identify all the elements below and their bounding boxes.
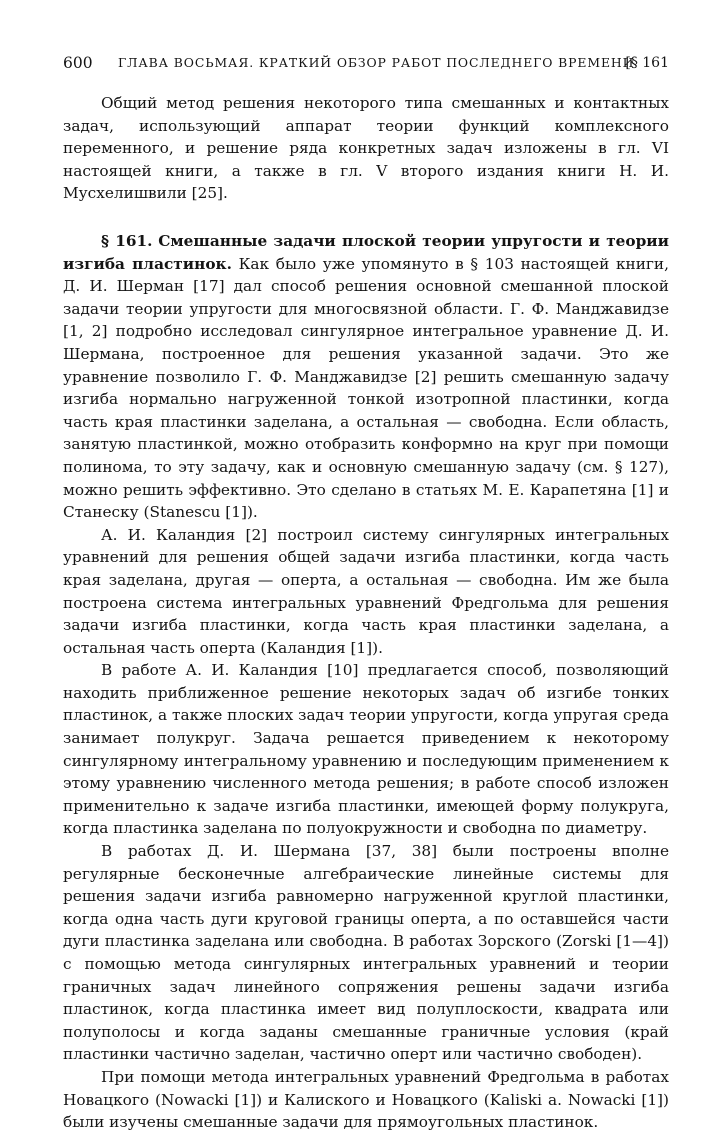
section-heading: Смешанные задачи плоской теории упругости и теории изгиба пластинок. [63,232,669,273]
section-number: § 161. [101,232,153,250]
section-161 [63,230,669,1134]
chapter-title: ГЛАВА ВОСЬМАЯ. КРАТКИЙ ОБЗОР РАБОТ ПОСЛЕДНЕГО ВРЕМЕНИ [118,55,635,70]
section-lead-text: Как было уже упомянуто в § 103 настоящей книги, Д. И. Шерман [17] дал способ решения основной смешанной плоской задачи теории упругости для многосвязной области. Г. Ф. Манджавидзе [1, 2] подробно исследовал сингулярное интегральное уравнение Д. И. Шермана, построенное для решения указанной задачи. Это же уравнение позволило Г. Ф. Манджавидзе [2] решить смешанную задачу изгиба нормально нагруженной тонкой изотропной пластинки, когда часть края пластинки заделана, а остальная — свободна. Если область, занятую пластинкой, можно отобразить конформно на круг при помощи полинома, то эту задачу, как и основную смешанную задачу (см. § 127), можно решить эффективно. Это сделано в статьях М. Е. Карапетяна [1] и Станеску (Stanescu [1]). [63,254,669,522]
paragraph-kalandiya-systems: А. И. Каландия [2] построил систему сингулярных интегральных уравнений для решения общей задачи изгиба пластинки, когда часть края заделана, другая — оперта, а остальная — свободна. Им же была построена система интегральных уравнений Фредгольма для решения задачи изгиба пластинки, когда часть края пластинки заделана, а остальная часть оперта (Каландия [1]). [63,525,669,657]
paragraph-sherman-zorski: В работах Д. И. Шермана [37, 38] были построены вполне регулярные бесконечные алгебраические линейные системы для решения задачи изгиба равномерно нагруженной круглой пластинки, когда одна часть дуги круговой границы оперта, а по оставшейся части дуги пластинка заделана или свободна. В работах Зорского (Zorski [1—4]) с помощью метода сингулярных интегральных уравнений и теории граничных задач линейного сопряжения решены задачи изгиба пластинок, когда пластинка имеет вид полуплоскости, квадрата или полуполосы и когда заданы смешанные граничные условия (край пластинки частично заделан, частично оперт или частично свободен). [63,842,669,1064]
section-lead-paragraph [63,230,669,524]
paragraph-kalandiya-semicircle: В работе А. И. Каландия [10] предлагается способ, позволяющий находить приближенное решение некоторых задач об изгибе тонких пластинок, а также плоских задач теории упругости, когда упругая среда занимает полукруг. Задача решается приведением к некоторому сингулярному интегральному уравнению и последующим применением к этому уравнению численного метода решения; в работе способ изложен применительно к задаче изгиба пластинки, имеющей форму полукруга, когда пластинка заделана по полуокружности и свободна по диаметру. [63,661,669,838]
intro-paragraph: Общий метод решения некоторого типа смешанных и контактных задач, использующий аппарат теории функций комплексного переменного, и решение ряда конкретных задач изложены в гл. VI настоящей книги, а также в гл. V второго издания книги Н. И. Мусхелишвили [25]. [63,94,669,203]
section-reference: [§ 161 [625,55,669,71]
intro-block [63,92,669,205]
paragraph-nowacki: При помощи метода интегральных уравнений Фредгольма в работах Новацкого (Nowacki [1]) и Калиского и Новацкого (Kaliski a. Nowacki [1]) были изучены смешанные задачи для прямоугольных пластинок. [63,1067,669,1132]
page-number: 600 [63,54,93,72]
running-head [63,52,669,74]
book-page [63,52,669,1132]
